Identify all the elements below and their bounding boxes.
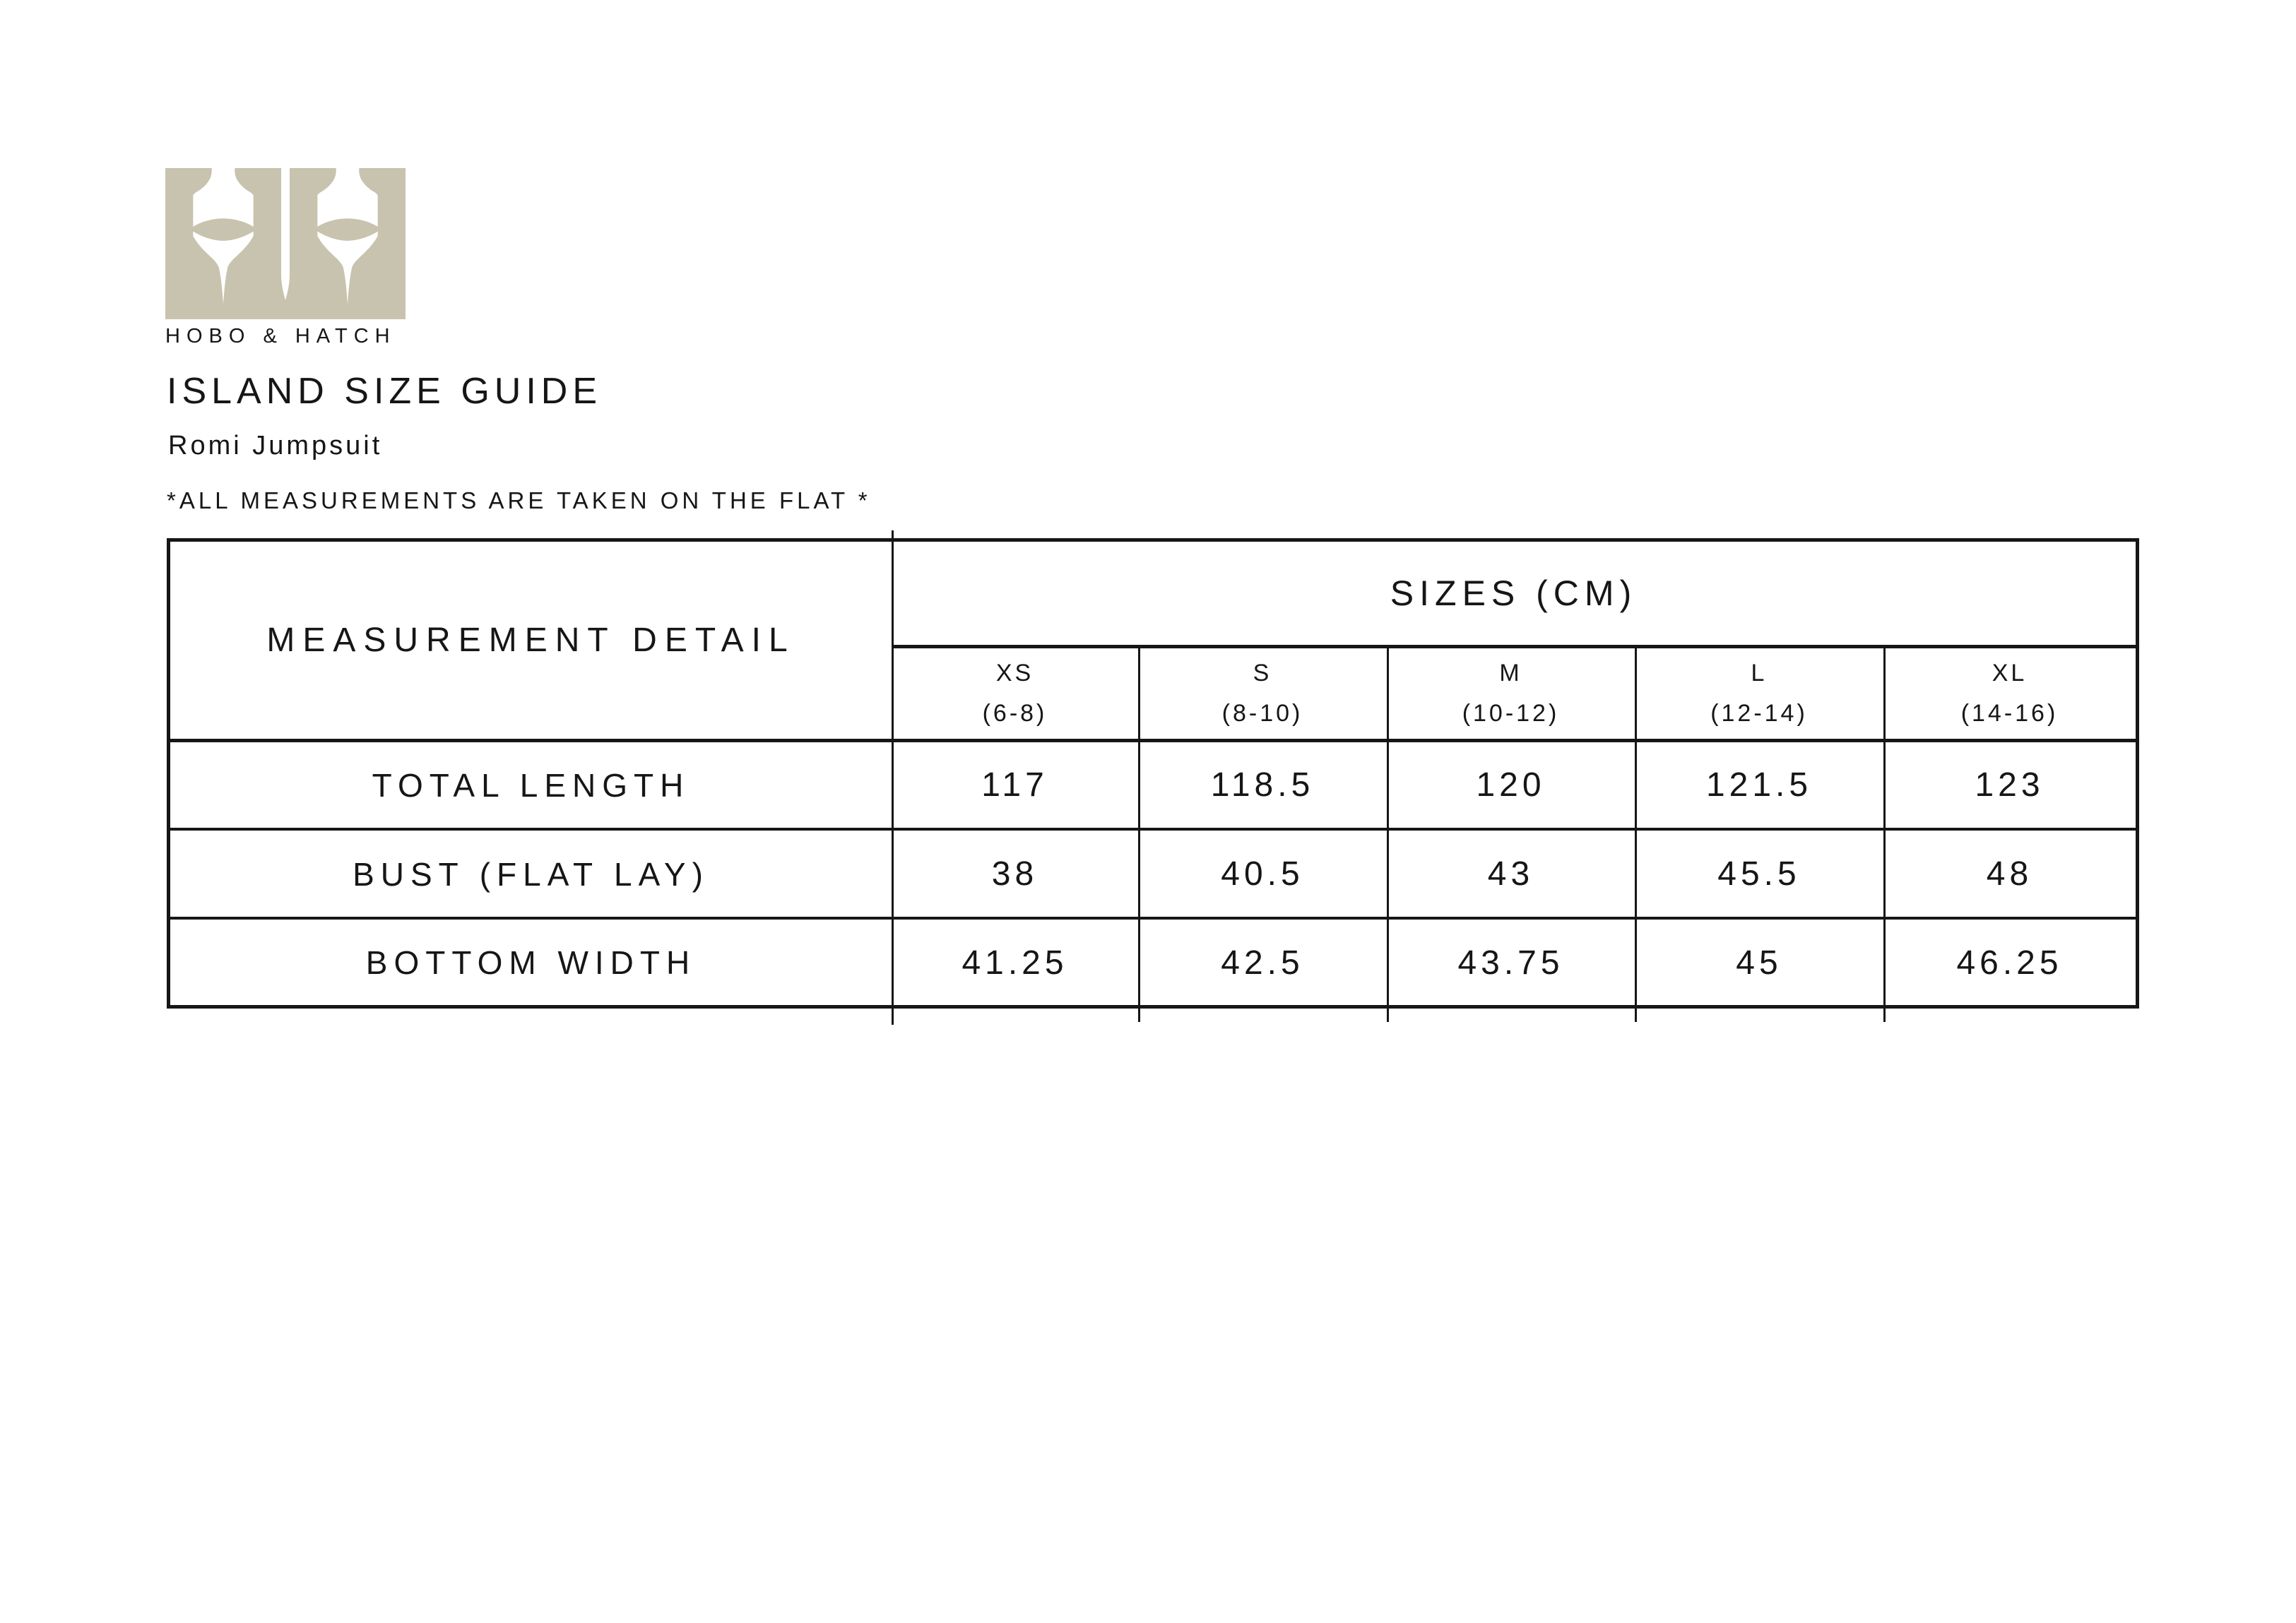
size-label: XL	[1992, 660, 2028, 686]
size-col-header-l	[1635, 648, 1883, 739]
size-label: L	[1751, 660, 1768, 686]
size-col-header-s	[1138, 648, 1387, 739]
value-total-length-l: 121.5	[1705, 766, 1813, 804]
size-range: (12-14)	[1710, 700, 1808, 727]
value-total-length-xs: 117	[981, 766, 1048, 804]
line-under-row-2	[170, 917, 2136, 920]
line-under-row-1	[170, 828, 2136, 831]
row-label-bust-flat-lay: BUST (FLAT LAY)	[353, 855, 709, 893]
value-total-length-m: 120	[1476, 766, 1546, 804]
size-range: (10-12)	[1462, 700, 1560, 727]
sizes-header: SIZES (CM)	[1390, 573, 1638, 613]
size-label: XS	[995, 660, 1034, 686]
page-title: ISLAND SIZE GUIDE	[167, 371, 602, 412]
value-bust-xs: 38	[991, 855, 1038, 893]
hobo-hatch-logo-icon	[165, 168, 406, 319]
size-label: M	[1499, 660, 1522, 686]
value-bottom-width-s: 42.5	[1221, 944, 1304, 982]
value-bust-m: 43	[1487, 855, 1534, 893]
row-label-total-length: TOTAL LENGTH	[372, 766, 690, 804]
size-col-header-m	[1387, 648, 1635, 739]
value-total-length-s: 118.5	[1210, 766, 1315, 804]
size-col-header-xl	[1883, 648, 2136, 739]
value-bust-l: 45.5	[1717, 855, 1801, 893]
value-bottom-width-xl: 46.25	[1956, 944, 2063, 982]
size-range: (6-8)	[982, 700, 1048, 727]
value-bottom-width-l: 45	[1736, 944, 1782, 982]
measurement-note: *ALL MEASUREMENTS ARE TAKEN ON THE FLAT *	[167, 487, 871, 513]
corner-header: MEASUREMENT DETAIL	[266, 622, 795, 659]
brand-wordmark: HOBO & HATCH	[165, 325, 396, 347]
value-total-length-xl: 123	[1975, 766, 2044, 804]
size-label: S	[1253, 660, 1272, 686]
brand-block	[165, 168, 406, 348]
value-bottom-width-xs: 41.25	[961, 944, 1068, 982]
size-range: (8-10)	[1221, 700, 1303, 727]
size-col-header-xs	[892, 648, 1138, 739]
value-bust-xl: 48	[1986, 855, 2033, 893]
size-table	[167, 538, 2139, 1009]
value-bust-s: 40.5	[1221, 855, 1304, 893]
product-name: Romi Jumpsuit	[168, 431, 383, 460]
row-label-bottom-width: BOTTOM WIDTH	[365, 944, 697, 981]
size-range: (14-16)	[1960, 700, 2059, 727]
value-bottom-width-m: 43.75	[1457, 944, 1564, 982]
